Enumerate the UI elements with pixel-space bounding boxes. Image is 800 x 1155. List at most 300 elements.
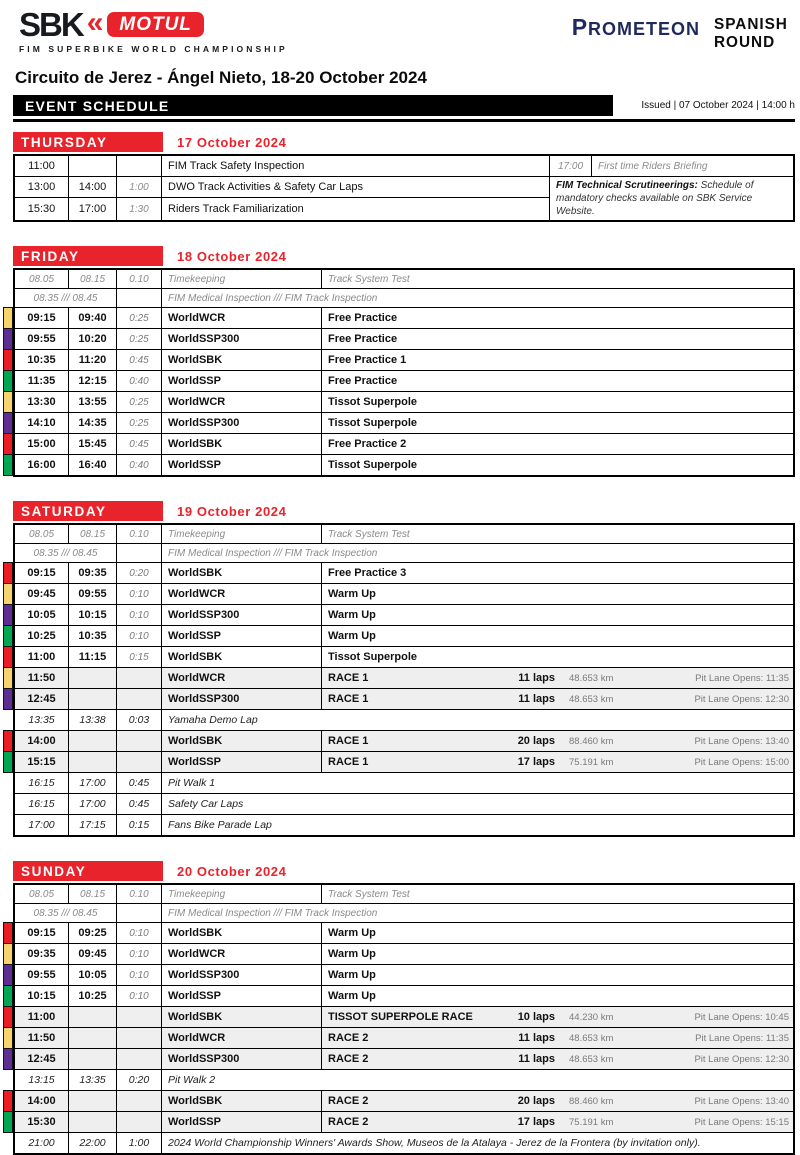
header-right-logos xyxy=(572,8,791,51)
duration: 0:20 xyxy=(117,563,162,583)
end-time: 09:45 xyxy=(69,944,117,964)
class-color-swatch xyxy=(3,562,13,584)
class-color-swatch xyxy=(3,307,13,329)
start-time: 11:00 xyxy=(15,647,69,667)
day-name-badge: SATURDAY xyxy=(13,501,163,521)
class-color-swatch xyxy=(3,349,13,371)
start-time: 09:15 xyxy=(15,563,69,583)
schedule-bar-row xyxy=(13,95,795,116)
schedule-row xyxy=(15,350,793,371)
race-name: RACE 1 xyxy=(328,756,369,768)
schedule-row xyxy=(15,455,793,475)
class-name: WorldSSP xyxy=(162,626,322,646)
start-time: 12:45 xyxy=(15,689,69,709)
duration: 0:10 xyxy=(117,605,162,625)
start-time: 13:35 xyxy=(15,710,69,730)
activity-description: FIM Track Safety Inspection xyxy=(162,156,550,177)
pit-lane-opens: Pit Lane Opens: 15:00 xyxy=(694,756,789,768)
thursday-table xyxy=(13,154,795,222)
race-name: RACE 2 xyxy=(328,1095,369,1107)
duration: 0:25 xyxy=(117,308,162,328)
race-laps: 11 laps xyxy=(518,693,555,705)
end-time xyxy=(69,689,117,709)
race-distance: 88.460 km xyxy=(569,735,614,747)
race-session-cell xyxy=(322,668,793,688)
end-time xyxy=(69,1112,117,1132)
race-session-content xyxy=(328,1095,793,1107)
class-name: WorldSBK xyxy=(162,647,322,667)
race-session-content xyxy=(328,756,793,768)
class-color-swatch xyxy=(3,454,13,476)
duration: 0:45 xyxy=(117,350,162,370)
end-time: 11:15 xyxy=(69,647,117,667)
schedule-row xyxy=(15,904,793,923)
schedule-row xyxy=(15,773,793,794)
note-label: Timekeeping xyxy=(162,270,322,288)
day-section-saturday xyxy=(13,501,795,837)
duration xyxy=(117,156,162,177)
class-name: WorldSBK xyxy=(162,1091,322,1111)
duration: 0:25 xyxy=(117,413,162,433)
sbk-motul-logo xyxy=(19,5,288,54)
end-time: 17:00 xyxy=(69,198,117,220)
session-name: Free Practice xyxy=(328,375,398,387)
class-color-swatch xyxy=(3,583,13,605)
session-name: Free Practice 1 xyxy=(328,354,407,366)
race-laps: 11 laps xyxy=(518,672,555,684)
session-name: Tissot Superpole xyxy=(328,651,418,663)
start-time: 09:35 xyxy=(15,944,69,964)
class-name: WorldSSP xyxy=(162,1112,322,1132)
duration: 0:10 xyxy=(117,626,162,646)
briefing-label: First time Riders Briefing xyxy=(592,156,793,177)
class-color-swatch xyxy=(3,1111,13,1133)
start-time: 10:25 xyxy=(15,626,69,646)
end-time: 16:40 xyxy=(69,455,117,475)
header-divider xyxy=(13,119,795,122)
start-time: 11:00 xyxy=(15,156,69,177)
sbk-logo-row xyxy=(19,5,288,43)
race-name: RACE 2 xyxy=(328,1032,369,1044)
schedule-row xyxy=(15,647,793,668)
event-schedule-bar: EVENT SCHEDULE xyxy=(13,95,613,116)
pit-lane-opens: Pit Lane Opens: 13:40 xyxy=(694,1095,789,1107)
session-name: Warm Up xyxy=(328,948,376,960)
day-sections-container xyxy=(13,246,795,1155)
prometeon-logo xyxy=(572,16,700,39)
session-name: Warm Up xyxy=(328,969,376,981)
start-time: 11:35 xyxy=(15,371,69,391)
duration: 0:10 xyxy=(117,986,162,1006)
schedule-row xyxy=(15,885,793,904)
pit-lane-opens: Pit Lane Opens: 15:15 xyxy=(694,1116,789,1128)
end-time xyxy=(69,731,117,751)
round-line-1: SPANISH xyxy=(714,16,788,33)
session-name: Tissot Superpole xyxy=(328,396,418,408)
note-detail: Track System Test xyxy=(328,273,410,285)
championship-tagline: FIM SUPERBIKE WORLD CHAMPIONSHIP xyxy=(19,44,288,54)
day-header xyxy=(13,132,795,152)
activity-description: Riders Track Familiarization xyxy=(162,198,550,220)
race-name: RACE 1 xyxy=(328,693,369,705)
header xyxy=(13,6,795,60)
class-name: WorldSSP xyxy=(162,986,322,1006)
class-name: WorldWCR xyxy=(162,944,322,964)
end-time: 10:05 xyxy=(69,965,117,985)
session-name: Free Practice 2 xyxy=(328,438,407,450)
duration xyxy=(117,1007,162,1027)
end-time: 09:25 xyxy=(69,923,117,943)
race-laps: 11 laps xyxy=(518,1053,555,1065)
day-name-badge: FRIDAY xyxy=(13,246,163,266)
class-color-swatch xyxy=(3,667,13,689)
class-color-swatch xyxy=(3,1006,13,1028)
round-line-2: ROUND xyxy=(714,33,776,51)
inspection-label: FIM Medical Inspection /// FIM Track Inspection xyxy=(168,292,378,304)
schedule-row xyxy=(15,371,793,392)
session-name: Tissot Superpole xyxy=(328,417,418,429)
schedule-row xyxy=(15,434,793,455)
day-section-thursday xyxy=(13,132,795,222)
start-time: 09:55 xyxy=(15,965,69,985)
class-name: WorldSBK xyxy=(162,350,322,370)
start-time: 14:10 xyxy=(15,413,69,433)
duration xyxy=(117,689,162,709)
class-name: WorldSSP300 xyxy=(162,329,322,349)
activity-description: Pit Walk 2 xyxy=(168,1074,216,1086)
race-distance: 48.653 km xyxy=(569,1032,614,1044)
end-time: 13:38 xyxy=(69,710,117,730)
class-color-swatch xyxy=(3,730,13,752)
note-label: Timekeeping xyxy=(162,885,322,903)
start-time: 09:45 xyxy=(15,584,69,604)
class-name: WorldSBK xyxy=(162,731,322,751)
schedule-row xyxy=(15,1133,793,1153)
note-detail: Track System Test xyxy=(328,528,410,540)
schedule-row xyxy=(15,689,793,710)
race-session-content xyxy=(328,693,793,705)
end-time: 13:55 xyxy=(69,392,117,412)
race-distance: 48.653 km xyxy=(569,1053,614,1065)
scrutineering-note-bold: FIM Technical Scrutineerings: xyxy=(556,180,698,191)
race-laps: 17 laps xyxy=(517,756,555,768)
activity-description: DWO Track Activities & Safety Car Laps xyxy=(162,177,550,198)
race-laps: 20 laps xyxy=(517,1095,555,1107)
schedule-row xyxy=(15,1049,793,1070)
day-section-friday xyxy=(13,246,795,477)
race-laps: 20 laps xyxy=(517,735,555,747)
schedule-row xyxy=(15,605,793,626)
start-time: 16:15 xyxy=(15,794,69,814)
schedule-row xyxy=(15,668,793,689)
end-time xyxy=(69,1049,117,1069)
class-name: WorldSSP xyxy=(162,455,322,475)
duration: 0.10 xyxy=(117,885,162,903)
schedule-row xyxy=(15,525,793,544)
sbk-chevron-icon: « xyxy=(86,5,104,39)
class-name: WorldSBK xyxy=(162,563,322,583)
prometeon-p: P xyxy=(571,14,589,40)
inspection-times: 08.35 /// 08.45 xyxy=(15,544,117,562)
end-time xyxy=(69,1028,117,1048)
class-color-swatch xyxy=(3,625,13,647)
schedule-row xyxy=(15,986,793,1007)
end-time: 17:15 xyxy=(69,815,117,835)
schedule-row xyxy=(15,1007,793,1028)
page-title: Circuito de Jerez - Ángel Nieto, 18-20 October 2024 xyxy=(15,68,427,87)
race-session-content xyxy=(328,1011,793,1023)
class-name: WorldWCR xyxy=(162,308,322,328)
start-time: 08.05 xyxy=(15,525,69,543)
class-name: WorldSSP xyxy=(162,752,322,772)
class-name: WorldSSP300 xyxy=(162,413,322,433)
race-session-content xyxy=(328,1053,793,1065)
duration: 0:20 xyxy=(117,1070,162,1090)
race-session-cell xyxy=(322,731,793,751)
end-time xyxy=(69,752,117,772)
duration xyxy=(117,289,162,307)
scrutineering-note-text: Schedule of mandatory checks available on SBK Service Website. xyxy=(556,180,754,217)
duration: 0:45 xyxy=(117,773,162,793)
duration xyxy=(117,1028,162,1048)
race-session-cell xyxy=(322,1091,793,1111)
end-time xyxy=(69,668,117,688)
start-time: 10:35 xyxy=(15,350,69,370)
class-name: WorldSBK xyxy=(162,1007,322,1027)
schedule-row xyxy=(15,329,793,350)
schedule-row xyxy=(15,392,793,413)
duration xyxy=(117,1091,162,1111)
activity-description: Yamaha Demo Lap xyxy=(168,714,258,726)
day-header xyxy=(13,246,795,266)
day-name-badge: SUNDAY xyxy=(13,861,163,881)
session-name: Free Practice 3 xyxy=(328,567,407,579)
schedule-row xyxy=(15,965,793,986)
race-name: RACE 2 xyxy=(328,1053,369,1065)
class-color-swatch xyxy=(3,943,13,965)
race-session-cell xyxy=(322,1028,793,1048)
race-session-cell xyxy=(322,1049,793,1069)
end-time xyxy=(69,156,117,177)
race-name: RACE 1 xyxy=(328,672,369,684)
class-color-swatch xyxy=(3,412,13,434)
duration: 0.10 xyxy=(117,525,162,543)
race-session-cell xyxy=(322,752,793,772)
activity-description: Pit Walk 1 xyxy=(168,777,216,789)
end-time xyxy=(69,1007,117,1027)
schedule-row xyxy=(15,563,793,584)
schedule-row xyxy=(15,815,793,835)
duration xyxy=(117,544,162,562)
day-table xyxy=(13,883,795,1155)
race-session-content xyxy=(328,672,793,684)
duration xyxy=(117,752,162,772)
race-distance: 75.191 km xyxy=(569,756,614,768)
day-name-badge: THURSDAY xyxy=(13,132,163,152)
schedule-row xyxy=(15,270,793,289)
race-laps: 17 laps xyxy=(517,1116,555,1128)
class-color-swatch xyxy=(3,1048,13,1070)
schedule-row xyxy=(15,1070,793,1091)
day-table xyxy=(13,268,795,477)
race-session-content xyxy=(328,735,793,747)
session-name: Tissot Superpole xyxy=(328,459,418,471)
start-time: 15:30 xyxy=(15,1112,69,1132)
start-time: 11:00 xyxy=(15,1007,69,1027)
start-time: 10:15 xyxy=(15,986,69,1006)
schedule-row xyxy=(15,794,793,815)
schedule-row xyxy=(15,289,793,308)
schedule-row xyxy=(15,1112,793,1133)
schedule-row xyxy=(15,544,793,563)
end-time: 15:45 xyxy=(69,434,117,454)
end-time: 09:40 xyxy=(69,308,117,328)
inspection-label: FIM Medical Inspection /// FIM Track Inspection xyxy=(168,907,378,919)
class-color-swatch xyxy=(3,391,13,413)
end-time: 09:55 xyxy=(69,584,117,604)
end-time: 22:00 xyxy=(69,1133,117,1153)
day-date: 20 October 2024 xyxy=(177,863,287,879)
day-section-sunday xyxy=(13,861,795,1155)
schedule-row xyxy=(15,710,793,731)
start-time: 13:15 xyxy=(15,1070,69,1090)
class-name: WorldSSP300 xyxy=(162,605,322,625)
start-time: 15:30 xyxy=(15,198,69,220)
inspection-times: 08.35 /// 08.45 xyxy=(15,289,117,307)
start-time: 15:15 xyxy=(15,752,69,772)
race-distance: 48.653 km xyxy=(569,693,614,705)
end-time: 12:15 xyxy=(69,371,117,391)
race-name: RACE 1 xyxy=(328,735,369,747)
session-name: Warm Up xyxy=(328,630,376,642)
schedule-row xyxy=(15,731,793,752)
start-time: 09:15 xyxy=(15,308,69,328)
activity-description: 2024 World Championship Winners' Awards Show, Museos de la Atalaya - Jerez de la Frontera (by invitation only). xyxy=(168,1137,701,1149)
session-name: Warm Up xyxy=(328,609,376,621)
class-name: WorldSSP xyxy=(162,371,322,391)
class-name: WorldSBK xyxy=(162,923,322,943)
class-color-swatch xyxy=(3,985,13,1007)
session-name: Free Practice xyxy=(328,333,398,345)
duration xyxy=(117,1112,162,1132)
day-date: 19 October 2024 xyxy=(177,503,287,519)
duration: 0:15 xyxy=(117,647,162,667)
race-session-cell xyxy=(322,1112,793,1132)
duration: 1:00 xyxy=(117,1133,162,1153)
end-time: 17:00 xyxy=(69,773,117,793)
end-time: 10:15 xyxy=(69,605,117,625)
start-time: 13:30 xyxy=(15,392,69,412)
class-color-swatch xyxy=(3,604,13,626)
duration: 0:45 xyxy=(117,434,162,454)
duration: 0:40 xyxy=(117,371,162,391)
session-name: Free Practice xyxy=(328,312,398,324)
class-color-swatch xyxy=(3,751,13,773)
duration: 0:25 xyxy=(117,392,162,412)
note-detail: Track System Test xyxy=(328,888,410,900)
start-time: 08.05 xyxy=(15,885,69,903)
end-time: 10:35 xyxy=(69,626,117,646)
duration: 0:10 xyxy=(117,965,162,985)
end-time: 08.15 xyxy=(69,525,117,543)
duration xyxy=(117,1049,162,1069)
schedule-row xyxy=(15,944,793,965)
race-name: TISSOT SUPERPOLE RACE xyxy=(328,1011,473,1023)
pit-lane-opens: Pit Lane Opens: 13:40 xyxy=(694,735,789,747)
end-time: 10:25 xyxy=(69,986,117,1006)
start-time: 13:00 xyxy=(15,177,69,198)
race-name: RACE 2 xyxy=(328,1116,369,1128)
class-name: WorldWCR xyxy=(162,392,322,412)
start-time: 11:50 xyxy=(15,668,69,688)
start-time: 16:15 xyxy=(15,773,69,793)
start-time: 17:00 xyxy=(15,815,69,835)
class-color-swatch xyxy=(3,1090,13,1112)
end-time: 17:00 xyxy=(69,794,117,814)
start-time: 11:50 xyxy=(15,1028,69,1048)
inspection-times: 08.35 /// 08.45 xyxy=(15,904,117,922)
session-name: Warm Up xyxy=(328,588,376,600)
start-time: 10:05 xyxy=(15,605,69,625)
scrutineering-note xyxy=(550,177,793,220)
day-table xyxy=(13,523,795,837)
class-color-swatch xyxy=(3,646,13,668)
class-color-swatch xyxy=(3,370,13,392)
start-time: 09:55 xyxy=(15,329,69,349)
class-color-swatch xyxy=(3,922,13,944)
duration: 0:10 xyxy=(117,584,162,604)
class-color-swatch xyxy=(3,1027,13,1049)
duration: 0:40 xyxy=(117,455,162,475)
duration: 1:30 xyxy=(117,198,162,220)
session-name: Warm Up xyxy=(328,927,376,939)
duration: 1:00 xyxy=(117,177,162,198)
schedule-row xyxy=(15,923,793,944)
schedule-row xyxy=(15,308,793,329)
inspection-label: FIM Medical Inspection /// FIM Track Inspection xyxy=(168,547,378,559)
pit-lane-opens: Pit Lane Opens: 10:45 xyxy=(694,1011,789,1023)
end-time xyxy=(69,1091,117,1111)
schedule-row xyxy=(15,752,793,773)
activity-description: Safety Car Laps xyxy=(168,798,244,810)
round-name xyxy=(714,16,788,51)
prometeon-text: ROMETEON xyxy=(588,19,701,39)
race-session-cell xyxy=(322,1007,793,1027)
start-time: 14:00 xyxy=(15,1091,69,1111)
schedule-row xyxy=(15,584,793,605)
duration: 0.10 xyxy=(117,270,162,288)
start-time: 08.05 xyxy=(15,270,69,288)
day-header xyxy=(13,501,795,521)
race-distance: 88.460 km xyxy=(569,1095,614,1107)
class-name: WorldWCR xyxy=(162,584,322,604)
start-time: 14:00 xyxy=(15,731,69,751)
class-color-swatch xyxy=(3,964,13,986)
start-time: 15:00 xyxy=(15,434,69,454)
race-session-cell xyxy=(322,689,793,709)
end-time: 09:35 xyxy=(69,563,117,583)
schedule-row xyxy=(15,1091,793,1112)
start-time: 09:15 xyxy=(15,923,69,943)
class-color-swatch xyxy=(3,433,13,455)
end-time: 10:20 xyxy=(69,329,117,349)
duration: 0:03 xyxy=(117,710,162,730)
end-time: 14:00 xyxy=(69,177,117,198)
note-label: Timekeeping xyxy=(162,525,322,543)
duration: 0:10 xyxy=(117,944,162,964)
class-name: WorldSSP300 xyxy=(162,1049,322,1069)
duration xyxy=(117,731,162,751)
